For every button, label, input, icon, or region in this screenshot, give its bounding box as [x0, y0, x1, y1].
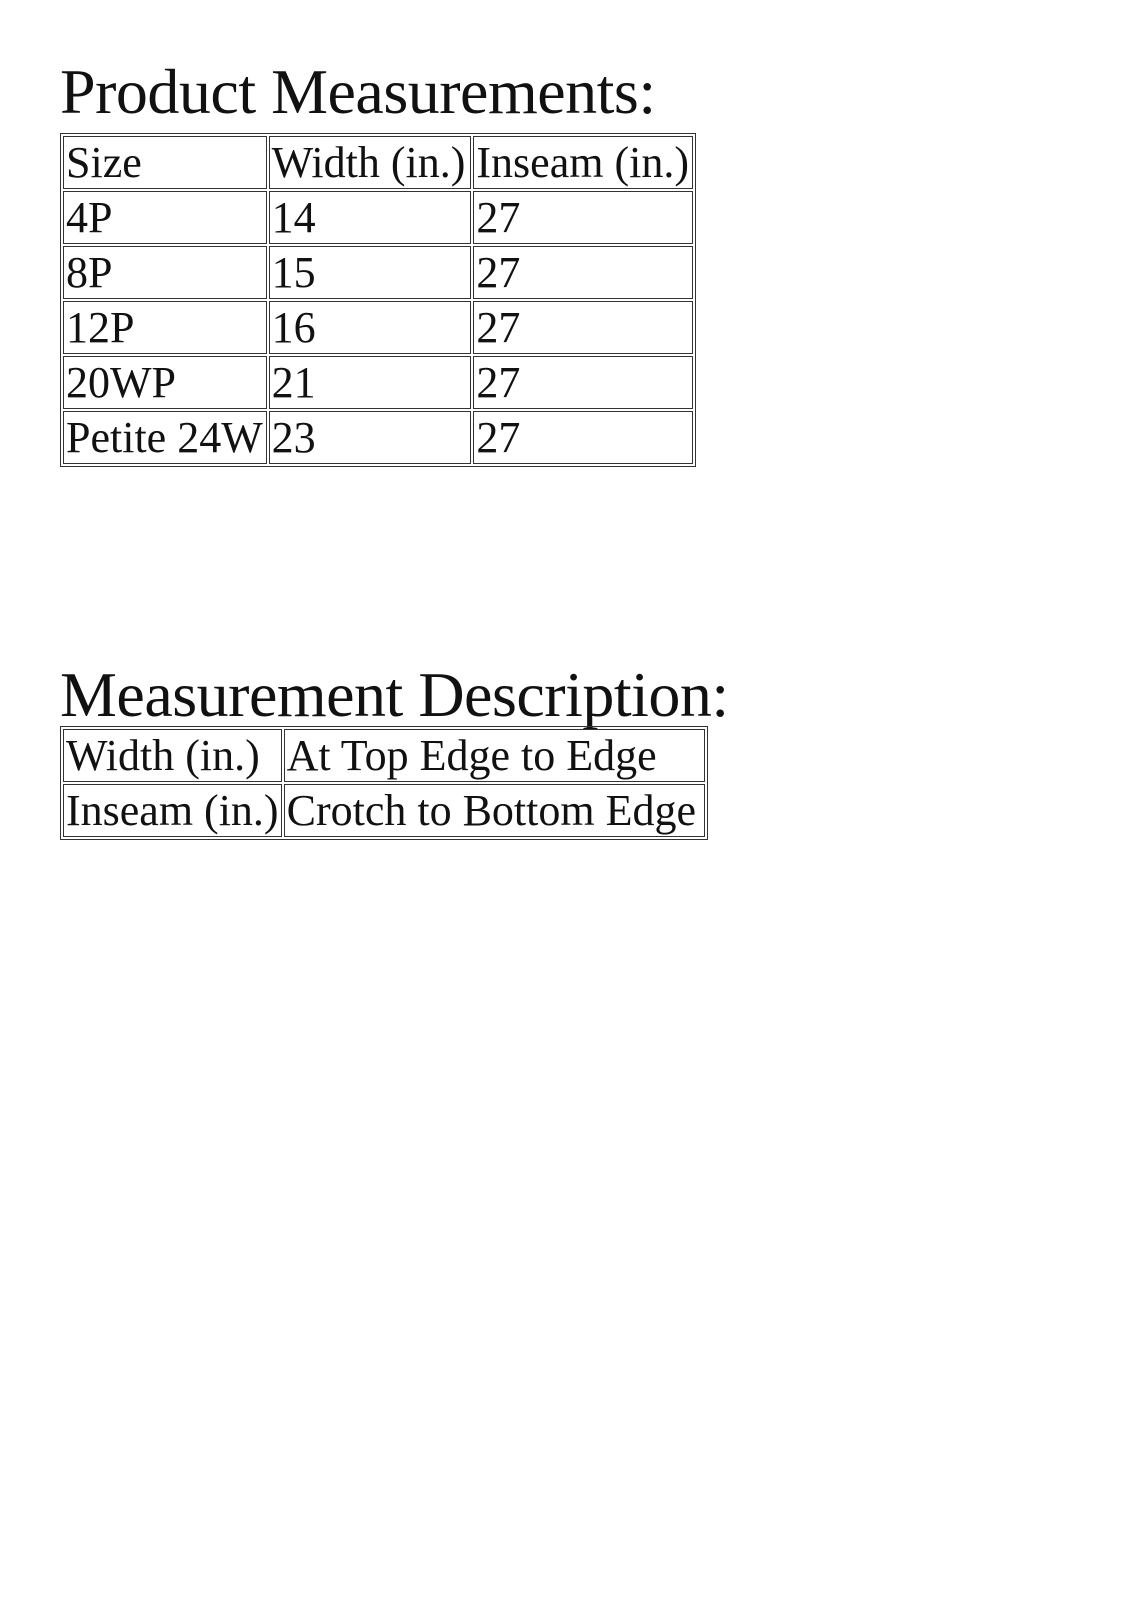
width-cell: 23	[269, 411, 472, 464]
width-cell: 14	[269, 191, 472, 244]
inseam-cell: 27	[473, 411, 693, 464]
table-row	[63, 356, 693, 409]
measurement-name-cell: Width (in.)	[63, 729, 282, 782]
size-cell: 20WP	[63, 356, 267, 409]
measurement-description-heading: Measurement Description:	[60, 659, 729, 730]
table-row	[63, 246, 693, 299]
header-cell-width: Width (in.)	[269, 136, 472, 189]
header-cell-size: Size	[63, 136, 267, 189]
size-cell: 8P	[63, 246, 267, 299]
measurement-description-cell: At Top Edge to Edge	[284, 729, 705, 782]
inseam-cell: 27	[473, 191, 693, 244]
size-cell: 4P	[63, 191, 267, 244]
table-header-row	[63, 136, 693, 189]
table-row	[63, 729, 705, 782]
product-measurements-heading: Product Measurements:	[60, 56, 656, 127]
inseam-cell: 27	[473, 356, 693, 409]
measurement-description-cell: Crotch to Bottom Edge	[284, 784, 705, 837]
size-cell: Petite 24W	[63, 411, 267, 464]
table-row	[63, 411, 693, 464]
table-row	[63, 784, 705, 837]
width-cell: 15	[269, 246, 472, 299]
size-cell: 12P	[63, 301, 267, 354]
inseam-cell: 27	[473, 301, 693, 354]
product-measurements-table	[60, 133, 696, 467]
width-cell: 21	[269, 356, 472, 409]
table-row	[63, 191, 693, 244]
header-cell-inseam: Inseam (in.)	[473, 136, 693, 189]
width-cell: 16	[269, 301, 472, 354]
measurement-name-cell: Inseam (in.)	[63, 784, 282, 837]
table-row	[63, 301, 693, 354]
inseam-cell: 27	[473, 246, 693, 299]
measurement-description-table	[60, 726, 708, 840]
